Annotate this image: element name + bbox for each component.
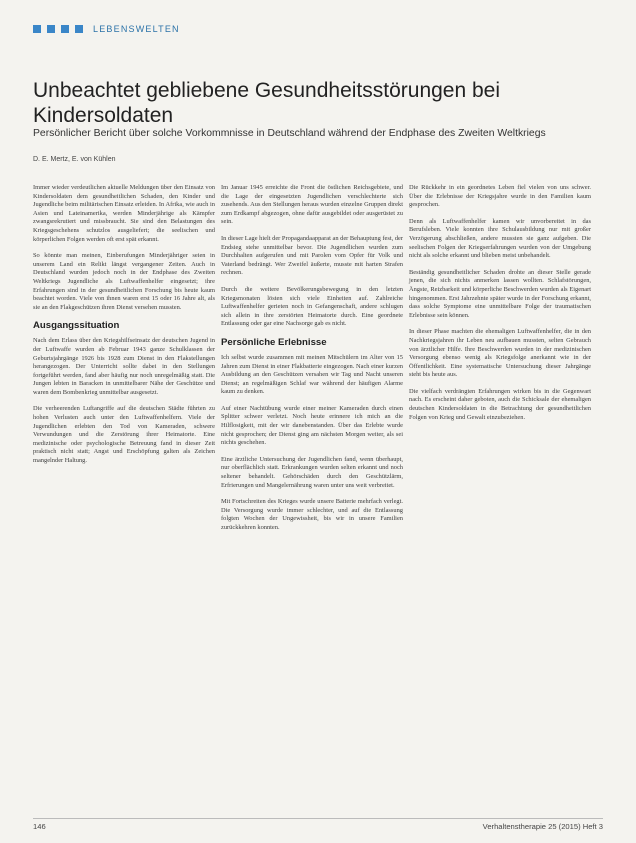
article-title: Unbeachtet gebliebene Gesundheitsstörungen bei Kindersoldaten [33,79,501,127]
article-subtitle: Persönlicher Bericht über solche Vorkommnisse in Deutschland während der Endphase des Zweiten Weltkriegs [33,128,546,139]
body-paragraph: So könnte man meinen, Einberufungen Minderjähriger seien in unserem Land ein Relikt längst vergangener Zeiten. Auch in Deutschland wurden jedoch noch in der Endphase des Zweiten Weltkriegs Jugendliche als Luftwaffenhelfer eingesetzt; ihre Erfahrungen sind in der gesundheitlichen Forschung bis heute kaum beachtet worden. Viele von ihnen waren erst 15 oder 16 Jahre alt, als sie an den Flakgeschützen ihren Dienst versehen mussten. [33,252,215,311]
body-paragraph: Die vielfach verdrängten Erfahrungen wirken bis in die Gegenwart nach. Es erscheint daher geboten, auch die Schicksale der ehemaligen deutschen Kindersoldaten in die Betrachtung der gesundheitlichen Folgen von Krieg und Gewalt einzubeziehen. [409,387,591,421]
rubric-square-icon [47,25,55,33]
section-rubric [33,24,180,34]
body-paragraph: Die Rückkehr in ein geordnetes Leben fiel vielen von uns schwer. Über die Erlebnisse der Kriegsjahre wurde in den Familien kaum gesprochen. [409,184,591,209]
text-column-2 [221,184,403,843]
body-paragraph: In dieser Lage hielt der Propagandaapparat an der Behauptung fest, der Endsieg stehe unmittelbar bevor. Die Jugendlichen wurden zum Durchhalten aufgerufen und mit Parolen vom Opfer für Volk und Vaterland bedrängt. Wer Zweifel äußerte, musste mit harten Strafen rechnen. [221,234,403,277]
page-number: 146 [33,822,46,831]
section-heading: Ausgangssituation [33,320,120,332]
text-column-3 [409,184,591,843]
text-column-1 [33,184,215,843]
body-paragraph: Durch die weitere Bevölkerungsbewegung in den letzten Kriegsmonaten lösten sich viele Einheiten auf. Zahlreiche Luftwaffenhelfer gerieten noch in Gefangenschaft, andere schlugen sich allein in ihre zerstörten Heimatorte durch. Eine geordnete Entlassung oder gar eine Nachsorge gab es nicht. [221,285,403,328]
article-authors: D. E. Mertz, E. von Kühlen [33,156,116,163]
body-paragraph: In dieser Phase machten die ehemaligen Luftwaffenhelfer, die in den Nachkriegsjahren ihr Leben neu aufbauen mussten, selten Gebrauch von ärztlicher Hilfe. Ihre Beschwerden wurden in der medizinischen Versorgung ebenso wenig als Kriegsfolge anerkannt wie in der Öffentlichkeit. Eine systematische Untersuchung dieser Jahrgänge steht bis heute aus. [409,328,591,379]
body-paragraph: Die verheerenden Luftangriffe auf die deutschen Städte führten zu hohen Verlusten auch unter den Luftwaffenhelfern. Viele der Jugendlichen erlebten den Tod von Kameraden, schwere Verwundungen und die Zerstörung ihrer Heimatorte. Eine medizinische oder psychologische Betreuung fand in dieser Zeit praktisch nicht statt; Angst und Erschöpfung galten als Zeichen mangelnder Haltung. [33,405,215,465]
body-paragraph: Auf einer Nachtübung wurde einer meiner Kameraden durch einen Splitter schwer verletzt. Noch heute erinnere ich mich an die Hilflosigkeit, mit der wir danebenstanden. Über das Erlebte wurde nicht gesprochen; der Dienst ging am nächsten Morgen weiter, als sei nichts geschehen. [221,404,403,447]
footer-divider [33,818,603,819]
journal-citation: Verhaltenstherapie 25 (2015) Heft 3 [482,822,603,831]
rubric-square-icon [33,25,41,33]
body-paragraph: Ich selbst wurde zusammen mit meinen Mitschülern im Alter von 15 Jahren zum Dienst in einer Flakbatterie eingezogen. Nach einer kurzen Ausbildung an den Geschützen versahen wir Tag und Nacht unseren Dienst; an regelmäßigen Schlaf war während der häufigen Alarme kaum zu denken. [221,353,403,396]
page-footer [33,822,603,836]
body-paragraph: Denn als Luftwaffenhelfer kamen wir unvorbereitet in das Berufsleben. Viele konnten ihre Schulausbildung nur mit großer Verzögerung abschließen, andere mussten sie ganz aufgeben. Die seelischen Folgen der Kriegserfahrungen wurden von der Umgebung nicht als solche erkannt und blieben meist unbehandelt. [409,217,591,260]
body-paragraph: Nach dem Erlass über den Kriegshilfseinsatz der deutschen Jugend in der Luftwaffe wurden ab Februar 1943 ganze Schulklassen der Geburtsjahrgänge 1926 bis 1928 zum Dienst in den Flakstellungen herangezogen. Der Unterricht sollte dabei in den Stellungen fortgeführt werden, fand aber häufig nur noch unregelmäßig statt. Die Jungen lebten in Baracken in unmittelbarer Nähe der Geschütze und waren dem Bombenkrieg unmittelbar ausgesetzt. [33,337,215,396]
rubric-square-icon [61,25,69,33]
body-paragraph: Beständig gesundheitlicher Schaden drohte an dieser Stelle gerade jenen, die sich nichts anmerken lassen wollten. Schlafstörungen, Ängste, Reizbarkeit und körperliche Beschwerden wurden als Eigenart hingenommen. Erst Jahrzehnte später wurde in der Forschung erkannt, dass solche Symptome eine unmittelbare Folge der traumatischen Erlebnisse sein können. [409,268,591,319]
body-paragraph: Immer wieder verdeutlichen aktuelle Meldungen über den Einsatz von Kindersoldaten dem gesundheitlichen Schaden, den Kinder und Jugendliche beim militärischen Einsatz erleiden. In Afrika, wie auch in Asien und Lateinamerika, werden Minderjährige als Kämpfer zwangsrekrutiert und missbraucht. Sie sind den Belastungen des Kriegsgeschehens schutzlos ausgeliefert; die seelischen und körperlichen Folgen werden oft erst spät erkannt. [33,184,215,243]
body-paragraph: Mit Fortschreiten des Krieges wurde unsere Batterie mehrfach verlegt. Die Versorgung wurde immer schlechter, und auf die Entlassung folgten Wochen der Ungewissheit, bis wir in unsere Familien zurückkehren konnten. [221,498,403,531]
section-heading: Persönliche Erlebnisse [221,336,327,348]
rubric-square-icon [75,25,83,33]
body-paragraph: Eine ärztliche Untersuchung der Jugendlichen fand, wenn überhaupt, nur oberflächlich statt. Erkrankungen wurden selten erkannt und noch seltener behandelt. Gehörschäden durch den Geschützlärm, Erfrierungen und Mangelernährung waren unter uns weit verbreitet. [221,455,403,489]
body-paragraph: Im Januar 1945 erreichte die Front die östlichen Reichsgebiete, und die Lage der eingesetzten Jugendlichen verschlechterte sich zusehends. Aus den Stellungen heraus wurden einzelne Gruppen direkt zum Erdkampf abgezogen, ohne dafür ausgebildet oder ausgerüstet zu sein. [221,184,403,226]
rubric-label: LEBENSWELTEN [93,24,180,34]
